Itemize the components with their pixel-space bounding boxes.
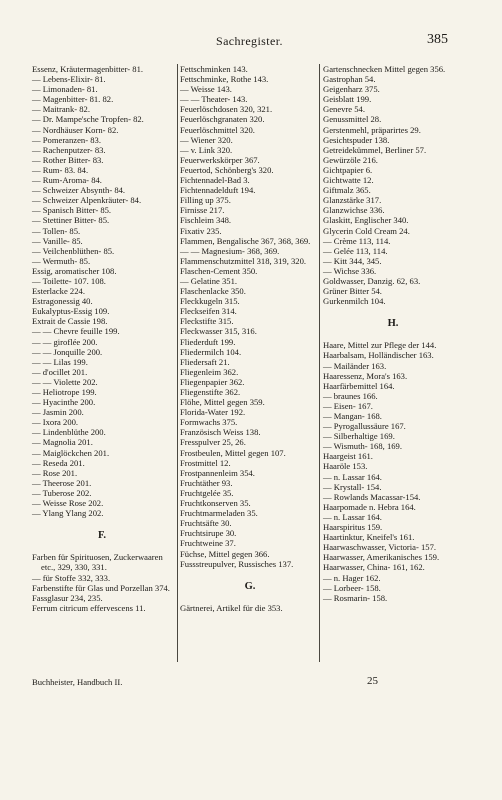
index-entry: Fliedersaft 21. <box>180 356 230 367</box>
index-entry: Goldwasser, Danzig. 62, 63. <box>323 275 421 286</box>
index-entry: — Heliotrope 199. <box>32 387 97 397</box>
index-entry: — Lorbeer- 158. <box>323 582 381 593</box>
index-entry: — Mailänder 163. <box>323 360 387 371</box>
index-entry: Gichtpapier 6. <box>323 164 373 175</box>
index-entry: — — Violette 202. <box>32 376 98 387</box>
index-entry: Fliegenpapier 362. <box>180 376 245 387</box>
page-footer <box>0 677 502 691</box>
index-entry: Fruchtgelée 35. <box>180 487 234 498</box>
index-entry: — Stettiner Bitter- 85. <box>32 215 110 226</box>
index-entry: Frostmittel 12. <box>180 457 231 468</box>
index-entry: — Pyrogallussäure 167. <box>323 421 406 432</box>
index-entry: Eukalyptus-Essig 109. <box>32 306 110 317</box>
index-entry: Fruchtsäfte 30. <box>180 518 232 529</box>
index-entry: — Ylang Ylang 202. <box>32 508 104 519</box>
index-entry: — Rum-Aroma- 84. <box>32 175 102 186</box>
index-entry: — Theerose 201. <box>32 477 92 488</box>
index-entry: Französisch Weiss 138. <box>180 427 261 438</box>
index-entry: — Hyacinthe 200. <box>32 397 96 408</box>
index-entry: — Weisse Rose 202. <box>32 498 104 509</box>
index-entry: — Schweizer Alpenkräuter- 84. <box>32 195 142 206</box>
index-entry: — — Lilas 199. <box>32 356 88 367</box>
index-entry: Feuerlöschgranaten 320. <box>180 114 265 125</box>
footer-book-title: Buchheister, Handbuch II. <box>32 677 123 687</box>
index-entry: — Maitrank- 82. <box>32 104 90 115</box>
index-entry: — — Chevre feuille 199. <box>32 326 120 337</box>
index-entry: — Gelée 113, 114. <box>323 245 388 256</box>
index-entry: Gesichtspuder 138. <box>323 134 390 145</box>
index-entry: Grüner Bitter 54. <box>323 286 382 297</box>
index-column-1 <box>32 64 172 613</box>
index-entry: Fichtennadelduft 194. <box>180 185 256 196</box>
index-entry: Fichtennadel-Bad 3. <box>180 175 250 186</box>
index-entry: Fruchtkonserven 35. <box>180 498 251 509</box>
index-entry: Haarwasser, China- 161, 162. <box>323 562 425 573</box>
index-entry: Formwachs 375. <box>180 417 238 428</box>
index-entry: — Rum- 83. 84. <box>32 164 89 175</box>
index-entry: — Lebens-Elixir- 81. <box>32 74 106 85</box>
index-entry: Farben für Spirituosen, Zuckerwaaren etc., 329, 330, 331. <box>32 552 163 573</box>
index-entry: Haarspiritus 159. <box>323 522 383 533</box>
index-entry: Haartinktur, Kneifel's 161. <box>323 532 415 543</box>
index-entry: Fliegenstifte 362. <box>180 387 241 397</box>
index-entry: Fischleim 348. <box>180 215 232 226</box>
index-entry: — Ixora 200. <box>32 417 79 428</box>
index-entry: Fruchtäther 93. <box>180 477 233 488</box>
index-entry: Fassglasur 234, 235. <box>32 592 103 603</box>
index-entry: Filling up 375. <box>180 195 231 206</box>
index-entry: — — Theater- 143. <box>180 94 248 105</box>
page-header <box>0 34 502 50</box>
index-entry: — Crème 113, 114. <box>323 235 391 246</box>
index-entry: — — giroflée 200. <box>32 336 98 347</box>
index-entry: — Tollen- 85. <box>32 225 81 236</box>
index-entry: Gichtwatte 12. <box>323 175 374 186</box>
index-entry: — Magnolia 201. <box>32 437 93 448</box>
index-entry: — — Magnesium- 368, 369. <box>180 245 280 256</box>
index-entry: Fruchtmarmeladen 35. <box>180 508 258 519</box>
index-entry: — Krystall- 154. <box>323 481 382 492</box>
index-entry: Feuertod, Schönberg's 320. <box>180 164 274 175</box>
index-entry: Giftmalz 365. <box>323 185 371 196</box>
index-column-3 <box>323 64 463 603</box>
index-entry: Extrait de Cassie 198. <box>32 316 108 327</box>
index-entry: — Limonaden- 81. <box>32 84 98 95</box>
index-entry: Glaskitt, Englischer 340. <box>323 215 409 226</box>
index-entry: — Lindenblüthe 200. <box>32 427 106 438</box>
index-entry: Fleckkugeln 315. <box>180 296 240 307</box>
index-entry: — Veilchenblüthen- 85. <box>32 245 115 256</box>
index-entry: Gurkenmilch 104. <box>323 296 386 307</box>
index-entry: Genussmittel 28. <box>323 114 382 125</box>
index-entry: — Wiener 320. <box>180 134 233 145</box>
index-entry: — Mangan- 168. <box>323 411 382 421</box>
index-entry: — v. Link 320. <box>180 144 233 155</box>
index-entry: Haargeist 161. <box>323 451 373 462</box>
index-entry: Flöhe, Mittel gegen 359. <box>180 397 265 408</box>
index-entry: Fliederduft 199. <box>180 336 236 347</box>
index-entry: Flammen, Bengalische 367, 368, 369. <box>180 235 311 246</box>
index-entry: Fliedermilch 104. <box>180 346 242 357</box>
index-entry: — Vanille- 85. <box>32 235 83 246</box>
section-letter: F. <box>97 530 107 542</box>
signature-mark: 25 <box>367 675 378 687</box>
index-entry: Haarwaschwasser, Victoria- 157. <box>323 542 437 553</box>
index-entry: Gerstenmehl, präparirtes 29. <box>323 124 421 135</box>
index-entry: Fliegenleim 362. <box>180 366 239 377</box>
index-entry: Fettschminken 143. <box>180 64 248 74</box>
index-entry: — Reseda 201. <box>32 457 85 468</box>
index-entry: Gastrophan 54. <box>323 74 376 85</box>
index-entry: Genevre 54. <box>323 104 365 115</box>
index-entry: — für Stoffe 332, 333. <box>32 572 111 583</box>
index-entry: Gewürzöle 216. <box>323 154 378 165</box>
index-entry: Fleckwasser 315, 316. <box>180 326 257 337</box>
index-entry: Haarwasser, Amerikanisches 159. <box>323 552 440 563</box>
index-entry: Geigenharz 375. <box>323 84 380 95</box>
index-entry: Füchse, Mittel gegen 366. <box>180 548 270 559</box>
index-entry: Farbenstifte für Glas und Porzellan 374. <box>32 582 170 593</box>
index-entry: — Rachenputzer- 83. <box>32 144 106 155</box>
index-entry: Esterlacke 224. <box>32 286 85 297</box>
index-entry: — Wermuth- 85. <box>32 255 91 266</box>
index-entry: — Gelatine 351. <box>180 275 238 286</box>
index-entry: — Wismuth- 168, 169. <box>323 441 402 452</box>
index-entry: — n. Lassar 164. <box>323 511 382 522</box>
index-entry: Essig, aromatischer 108. <box>32 265 117 276</box>
index-entry: Frostbeulen, Mittel gegen 107. <box>180 447 286 458</box>
index-entry: Firnisse 217. <box>180 205 225 216</box>
index-entry: Frostpannenleim 354. <box>180 467 255 478</box>
section-letter: G. <box>244 580 256 592</box>
index-entry: — Rosmarin- 158. <box>323 592 388 603</box>
index-entry: — Weisse 143. <box>180 84 232 95</box>
index-entry: — Kitt 344, 345. <box>323 255 382 266</box>
index-entry: Essenz, Kräutermagenbitter- 81. <box>32 64 144 74</box>
index-entry: — d'ocillet 201. <box>32 366 88 377</box>
index-entry: Fruchtsirupe 30. <box>180 528 237 539</box>
index-entry: Flaschen-Cement 350. <box>180 265 258 276</box>
index-entry: Gärtnerei, Artikel für die 353. <box>180 602 283 613</box>
index-entry: — Wichse 336. <box>323 265 377 276</box>
index-entry: Florida-Water 192. <box>180 407 246 418</box>
index-entry: — Pomeranzen- 83. <box>32 134 101 145</box>
index-entry: — Silberhaltige 169. <box>323 431 395 442</box>
index-entry: — Dr. Mampe'sche Tropfen- 82. <box>32 114 144 125</box>
index-entry: Glanzwichse 336. <box>323 205 385 216</box>
index-entry: Gartenschnecken Mittel gegen 356. <box>323 64 446 74</box>
index-entry: Haarfärbemittel 164. <box>323 380 395 391</box>
index-entry: — Tuberose 202. <box>32 487 92 498</box>
column-divider <box>319 64 320 662</box>
index-entry: — Rose 201. <box>32 467 78 478</box>
index-entry: — Toilette- 107. 108. <box>32 275 106 286</box>
index-entry: Fixativ 235. <box>180 225 222 236</box>
index-entry: — Spanisch Bitter- 85. <box>32 205 112 216</box>
index-column-2 <box>180 64 320 613</box>
index-entry: Feuerwerkskörper 367. <box>180 154 260 165</box>
index-entry: — — Jonquille 200. <box>32 346 103 357</box>
index-entry: Glanzstärke 317. <box>323 195 382 206</box>
index-entry: Fettschminke, Rothe 143. <box>180 74 269 85</box>
index-entry: — braunes 166. <box>323 390 378 401</box>
index-entry: Fruchtweine 37. <box>180 538 236 549</box>
index-entry: — n. Hager 162. <box>323 572 381 583</box>
index-entry: — Magenbitter- 81. 82. <box>32 94 114 105</box>
index-entry: — Rother Bitter- 83. <box>32 154 104 165</box>
index-entry: — Nordhäuser Korn- 82. <box>32 124 119 135</box>
index-entry: Haare, Mittel zur Pflege der 144. <box>323 340 437 351</box>
index-entry: Haaressenz, Mora's 163. <box>323 370 408 381</box>
index-entry: Getreidekümmel, Berliner 57. <box>323 144 427 155</box>
column-divider <box>177 64 178 662</box>
section-letter: H. <box>387 318 399 330</box>
index-entry: — Jasmin 200. <box>32 407 84 418</box>
index-entry: Feuerlöschdosen 320, 321. <box>180 104 273 115</box>
index-entry: Flaschenlacke 350. <box>180 286 246 297</box>
index-entry: Haarpomade n. Hebra 164. <box>323 501 416 512</box>
index-entry: Ferrum citricum effervescens 11. <box>32 602 146 613</box>
index-entry: Estragonessig 40. <box>32 296 93 307</box>
index-entry: — Rowlands Macassar-154. <box>323 491 421 502</box>
index-entry: Glycerin Cold Cream 24. <box>323 225 410 236</box>
index-entry: Fleckstifte 315. <box>180 316 234 327</box>
running-title: Sachregister. <box>216 34 283 48</box>
index-entry: Fresspulver 25, 26. <box>180 437 246 448</box>
index-entry: — Schweizer Absynth- 84. <box>32 185 126 196</box>
index-entry: — Eisen- 167. <box>323 400 373 411</box>
page-number: 385 <box>427 32 448 47</box>
index-entry: — Maiglöckchen 201. <box>32 447 110 458</box>
index-entry: Geisblatt 199. <box>323 94 372 105</box>
index-entry: Flammenschutzmittel 318, 319, 320. <box>180 255 307 266</box>
index-entry: Haarbalsam, Holländischer 163. <box>323 350 434 361</box>
index-entry: Fussstreupulver, Russisches 137. <box>180 558 294 569</box>
index-entry: Fleckseifen 314. <box>180 306 237 317</box>
index-entry: — n. Lassar 164. <box>323 471 382 482</box>
index-entry: Feuerlöschmittel 320. <box>180 124 255 135</box>
index-entry: Haaröle 153. <box>323 461 368 472</box>
